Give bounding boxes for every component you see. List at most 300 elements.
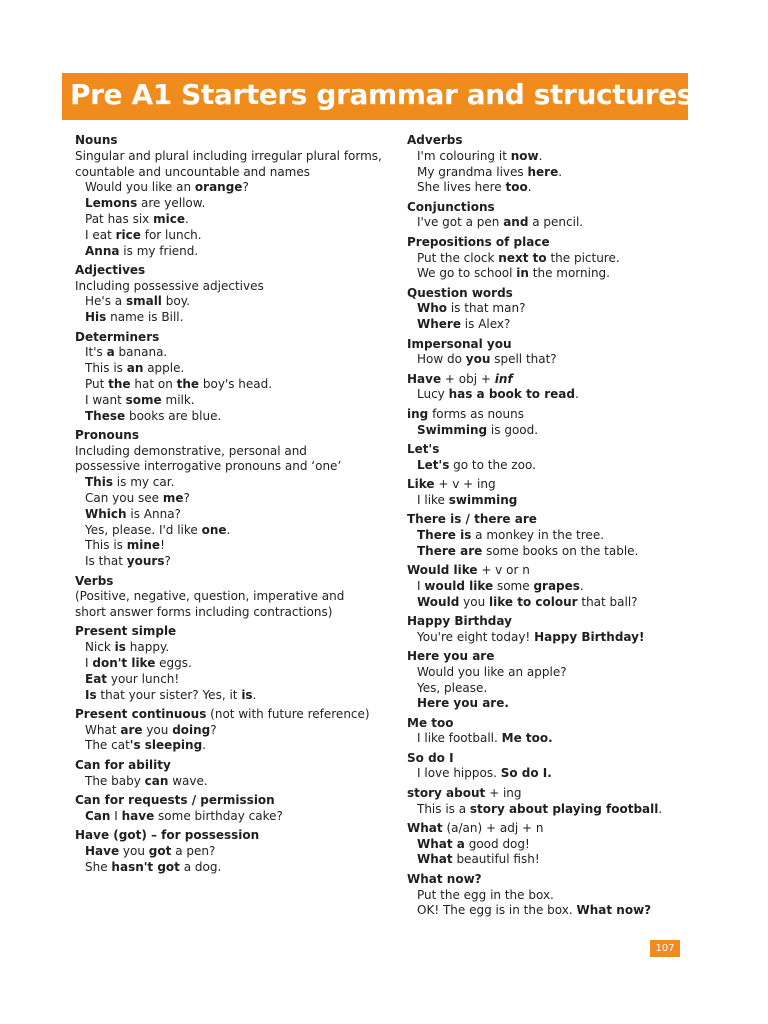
text-run: a dog. [179,859,222,874]
grammar-section [407,649,697,712]
text-run: Pat has six [85,211,154,226]
section-heading [407,407,697,423]
grammar-section [75,263,385,326]
grammar-section [75,758,385,790]
grammar-section [407,786,697,818]
text-run: . [579,578,584,593]
section-heading [75,793,385,809]
section-description: possessive interrogative pronouns and ‘one’ [75,459,342,474]
bold-text: Would [417,594,460,609]
text-run: What [85,722,121,737]
section-heading [407,477,697,493]
grammar-section [75,330,385,425]
text-run: spell that? [490,352,557,367]
bold-text: Can for ability [75,757,171,772]
example-sentence [407,149,697,165]
left-column [75,133,385,879]
bold-text: What now? [576,903,652,918]
bold-text: one [201,522,227,537]
bold-text: Here you are. [417,696,509,711]
example-sentence [75,809,385,825]
text-run: . [527,180,532,195]
example-sentence [407,215,697,231]
bold-text: Pronouns [75,427,139,442]
bold-text: is [114,640,126,655]
grammar-section [407,286,697,333]
text-run: I love hippos. [417,766,501,781]
text-run: name is Bill. [106,310,184,325]
bold-text: Eat [85,671,108,686]
section-heading [407,821,697,837]
example-sentence [75,345,385,361]
example-sentence [407,180,697,196]
text-run: you [142,722,173,737]
text-run: Put the egg in the box. [417,887,554,902]
text-run: You're eight today! [417,629,535,644]
bold-text: There is / there are [407,512,537,527]
section-heading [407,442,697,458]
bold-text: So do I. [500,766,552,781]
bold-text: Prepositions of place [407,234,550,249]
bold-text: Present continuous [75,706,207,721]
bold-text: the [108,376,131,391]
example-sentence [407,731,697,747]
text-run: (a/an) + adj + n [442,820,544,835]
bold-text: Is [85,687,97,702]
text-run: + ing [485,785,522,800]
text-run: This is [85,538,127,553]
section-heading [407,337,697,353]
bold-text: There is [417,527,472,542]
text-run: My grandma lives [417,164,528,179]
text-run: is that man? [447,301,526,316]
section-heading [407,716,697,732]
bold-text: ing [407,406,429,421]
bold-text: 's sleeping [129,738,203,753]
text-run: . [658,801,663,816]
bold-text: got [148,843,172,858]
section-heading [407,200,697,216]
example-sentence [75,196,385,212]
text-run: ! [160,538,165,553]
text-run: happy. [125,640,170,655]
text-run: is my car. [112,475,175,490]
section-heading [75,133,385,149]
text-run: Yes, please. [417,680,488,695]
grammar-section [75,793,385,825]
bold-text: Adverbs [407,133,463,147]
text-run: She lives here [417,180,506,195]
bold-text: Would like [407,562,478,577]
text-run: + obj + [441,371,495,386]
example-sentence [407,903,697,919]
example-sentence [75,507,385,523]
text-run: beautiful fish! [452,852,540,867]
text-run: (not with future reference) [206,706,370,721]
example-sentence [407,528,697,544]
bold-text: next to [498,250,547,265]
bold-text: would like [424,578,494,593]
section-heading [407,133,697,149]
bold-text: Like [407,476,435,491]
bold-text: Let's [417,457,450,472]
grammar-section [75,574,385,621]
bold-text: rice [115,227,141,242]
bold-text: Question words [407,285,513,300]
example-sentence [407,837,697,853]
text-run: Put the clock [417,250,499,265]
text-run: . [538,148,543,163]
italic-text: inf [494,371,513,386]
section-description: (Positive, negative, question, imperative and [75,589,345,604]
text-run: I've got a pen [417,215,504,230]
section-heading [407,751,697,767]
bold-text: Have [407,371,442,386]
example-sentence [75,393,385,409]
bold-text: now [510,148,539,163]
grammar-section [407,200,697,232]
bold-text: Me too [407,715,454,730]
text-run: some [493,578,534,593]
section-description: countable and uncountable and names [75,164,310,179]
text-run: books are blue. [125,408,222,423]
text-run: . [202,738,206,753]
example-sentence [75,656,385,672]
grammar-section [407,716,697,748]
text-run: wave. [168,773,208,788]
bold-text: What a [417,836,465,851]
example-sentence [75,180,385,196]
bold-text: like to colour [489,594,578,609]
text-run: . [558,164,563,179]
example-sentence [407,251,697,267]
text-run: . [226,522,231,537]
example-sentence [75,377,385,393]
example-sentence [75,688,385,704]
right-column [407,133,697,923]
grammar-section [407,337,697,369]
section-heading [407,614,697,630]
example-sentence [75,844,385,860]
text-run: forms as nouns [428,406,524,421]
example-sentence [407,165,697,181]
bold-text: Anna [85,243,120,258]
bold-text: Swimming [417,422,488,437]
text-run: . [184,211,189,226]
text-run: The baby [85,773,145,788]
bold-text: This [85,475,113,490]
grammar-section [407,563,697,610]
bold-text: here [527,164,559,179]
bold-text: Here you are [407,648,495,663]
text-run: your lunch! [107,671,180,686]
bold-text: has a book to read [448,387,575,402]
grammar-section [407,872,697,919]
bold-text: Let's [407,441,440,456]
example-sentence [407,766,697,782]
grammar-section [407,512,697,559]
example-sentence [75,860,385,876]
bold-text: yours [126,554,165,569]
bold-text: There are [417,543,483,558]
text-run: a pencil. [528,215,584,230]
bold-text: in [516,266,529,281]
bold-text: What [417,852,453,867]
section-heading [407,286,697,302]
text-run: is my friend. [119,243,199,258]
section-heading [75,263,385,279]
section-description: short answer forms including contractions) [75,605,333,620]
example-sentence [75,554,385,570]
bold-text: grapes [533,578,580,593]
bold-text: His [85,310,107,325]
example-sentence [75,774,385,790]
grammar-section [407,235,697,282]
grammar-section [407,133,697,196]
bold-text: Happy Birthday [407,613,512,628]
bold-text: is [241,687,253,702]
example-sentence [407,681,697,697]
bold-text: mice [153,211,185,226]
bold-text: story about playing football [469,801,659,816]
section-heading [407,235,697,251]
bold-text: too [505,180,528,195]
section-heading [407,563,697,579]
grammar-section [407,407,697,439]
text-run: I eat [85,227,116,242]
example-sentence [75,523,385,539]
bold-text: the [176,376,200,391]
text-run: is Anna? [126,506,181,521]
text-run: milk. [161,392,195,407]
section-heading [75,330,385,346]
grammar-section [407,372,697,404]
page-title: Pre A1 Starters grammar and structures list [70,78,750,111]
text-run: We go to school [417,266,517,281]
text-run: boy's head. [199,376,273,391]
example-sentence [75,475,385,491]
bold-text: Have [85,843,120,858]
text-run: banana. [114,345,168,360]
text-run: that your sister? Yes, it [96,687,242,702]
section-description: Including possessive adjectives [75,278,264,293]
bold-text: Lemons [85,196,138,211]
text-run: Would you like an [85,180,195,195]
section-heading [75,574,385,590]
text-run: Yes, please. I'd like [85,522,202,537]
grammar-section [407,751,697,783]
section-heading [407,512,697,528]
example-sentence [75,244,385,260]
text-run: I [417,578,425,593]
section-heading [407,872,697,888]
bold-text: Adjectives [75,262,146,277]
example-sentence [75,723,385,739]
grammar-section [407,442,697,474]
bold-text: don't like [92,656,156,670]
grammar-section [75,707,385,754]
example-sentence [75,538,385,554]
text-run: I [110,808,122,823]
bold-text: doing [172,722,211,737]
example-sentence [407,852,697,868]
bold-text: orange [194,180,243,195]
text-run: + v or n [477,562,530,577]
text-run: is Alex? [460,317,511,332]
section-heading [75,428,385,444]
example-sentence [407,301,697,317]
section-heading [75,707,385,723]
section-heading [407,372,697,388]
example-sentence [407,595,697,611]
example-sentence [75,491,385,507]
text-run: Nick [85,640,115,655]
text-run: the picture. [546,250,620,265]
example-sentence [75,738,385,754]
bold-text: can [144,773,169,788]
bold-text: Can [85,808,111,823]
text-run: It's [85,345,107,360]
section-heading [407,786,697,802]
bold-text: Happy Birthday! [534,629,645,644]
bold-text: you [465,352,491,367]
text-run: is good. [487,422,539,437]
grammar-section [75,624,385,703]
bold-text: a [106,345,115,360]
text-run: are yellow. [137,196,206,211]
example-sentence [407,665,697,681]
text-run: some birthday cake? [154,808,283,823]
text-run: Would you like an apple? [417,664,567,679]
grammar-section [407,477,697,509]
text-run: some books on the table. [482,543,639,558]
example-sentence [407,493,697,509]
bold-text: and [503,215,529,230]
bold-text: Which [85,506,127,521]
example-sentence [75,228,385,244]
text-run: How do [417,352,466,367]
bold-text: These [85,408,126,423]
page-number: 107 [650,940,680,957]
text-run: He's a [85,294,126,309]
section-heading [75,828,385,844]
bold-text: mine [126,538,161,553]
example-sentence [75,294,385,310]
text-run: Can you see [85,491,163,506]
text-run: you [119,843,149,858]
text-run: + v + ing [434,476,496,491]
bold-text: Where [417,317,461,332]
text-run: I like [417,492,449,507]
text-run: apple. [143,361,185,376]
text-run: eggs. [155,656,192,670]
text-run: The cat [85,738,130,753]
section-description: Including demonstrative, personal and [75,443,307,458]
example-sentence [75,640,385,656]
example-sentence [75,361,385,377]
example-sentence [75,672,385,688]
text-run: This is [85,361,127,376]
bold-text: some [125,392,162,407]
grammar-section [75,133,385,259]
bold-text: Who [417,301,448,316]
grammar-section [407,821,697,868]
text-run: for lunch. [140,227,202,242]
text-run: a monkey in the tree. [471,527,605,542]
text-run: OK! The egg is in the box. [417,903,577,918]
title-banner [62,73,750,120]
bold-text: Can for requests / permission [75,792,275,807]
bold-text: Verbs [75,573,114,588]
text-run: I like football. [417,731,502,746]
text-run: you [459,594,489,609]
example-sentence [407,802,697,818]
bold-text: story about [407,785,486,800]
bold-text: Determiners [75,329,160,344]
example-sentence [407,544,697,560]
bold-text: Impersonal you [407,336,512,351]
text-run: Is that [85,554,127,569]
bold-text: What now? [407,871,482,886]
bold-text: swimming [448,492,518,507]
text-run: I want [85,392,126,407]
text-run: . [574,387,579,402]
grammar-section [75,828,385,875]
bold-text: Conjunctions [407,199,495,214]
text-run: This is a [417,801,470,816]
bold-text: Nouns [75,133,118,147]
example-sentence [407,888,697,904]
text-run: ? [242,180,249,195]
example-sentence [75,212,385,228]
example-sentence [407,387,697,403]
bold-text: have [121,808,155,823]
example-sentence [407,266,697,282]
bold-text: an [126,361,144,376]
example-sentence [407,423,697,439]
section-description: Singular and plural including irregular plural forms, [75,148,382,163]
text-run: I [85,656,93,670]
bold-text: So do I [407,750,454,765]
grammar-section [407,614,697,646]
example-sentence [407,352,697,368]
example-sentence [407,579,697,595]
text-run: go to the zoo. [449,457,536,472]
text-run: that ball? [577,594,638,609]
bold-text: Present simple [75,624,177,639]
text-run: Put [85,376,109,391]
text-run: ? [183,491,190,506]
text-run: . [252,687,257,702]
example-sentence [75,310,385,326]
example-sentence [407,630,697,646]
grammar-section [75,428,385,570]
text-run: ? [164,554,171,569]
example-sentence [75,409,385,425]
bold-text: small [125,294,162,309]
section-heading [75,758,385,774]
bold-text: What [407,820,443,835]
example-sentence [407,696,697,712]
text-run: the morning. [528,266,610,281]
section-heading [75,624,385,640]
text-run: good dog! [464,836,530,851]
bold-text: Have (got) – for possession [75,827,260,842]
bold-text: me [162,491,184,506]
section-heading [407,649,697,665]
text-run: She [85,859,112,874]
bold-text: hasn't got [111,859,180,874]
